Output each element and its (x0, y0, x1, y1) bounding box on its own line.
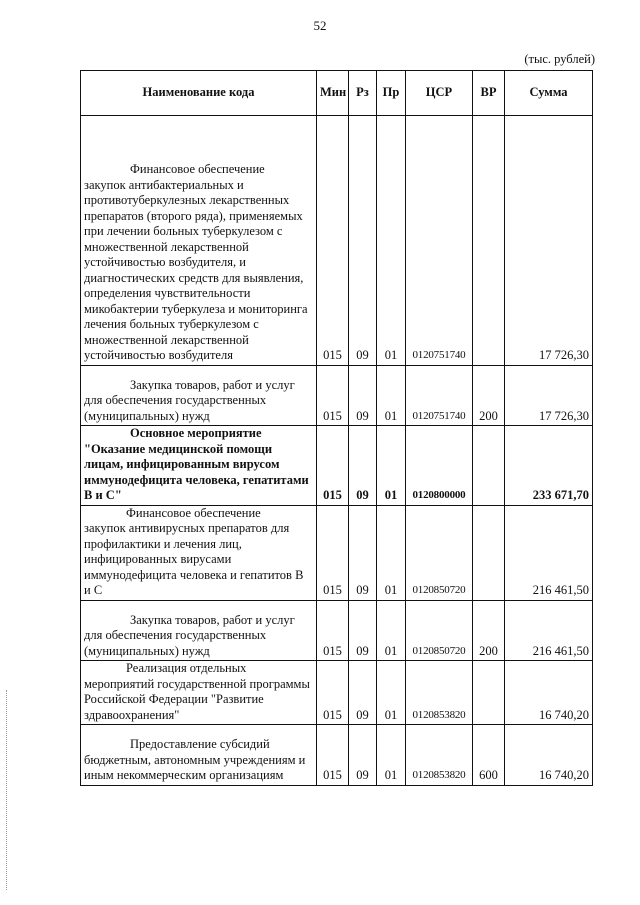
row-name (81, 661, 317, 725)
header-name: Наименование кода (81, 71, 317, 116)
name-line: устойчивостью возбудителя (84, 348, 233, 362)
name-line: Российской Федерации "Развитие (84, 692, 264, 706)
header-csr: ЦСР (406, 71, 473, 116)
cell-min: 015 (317, 116, 349, 366)
name-line: диагностических средств для выявления, (84, 270, 304, 285)
name-line: множественной лекарственной (84, 239, 249, 254)
cell-sum: 216 461,50 (505, 600, 593, 661)
cell-rz: 09 (349, 426, 377, 506)
name-line: устойчивостью возбудителя, и (84, 255, 246, 269)
name-line: препаратов (второго ряда), применяемых (84, 208, 303, 223)
header-rz: Рз (349, 71, 377, 116)
row-name (81, 600, 317, 661)
table-row (81, 725, 593, 786)
row-name (81, 725, 317, 786)
row-name (81, 365, 317, 426)
cell-csr: 0120751740 (406, 116, 473, 366)
cell-pr: 01 (377, 116, 406, 366)
cell-pr: 01 (377, 725, 406, 786)
units-label: (тыс. рублей) (524, 52, 595, 66)
name-line: Основное мероприятие (130, 426, 262, 440)
name-line: "Оказание медицинской помощи (84, 441, 273, 456)
cell-csr: 0120751740 (406, 365, 473, 426)
name-line: противотуберкулезных лекарственных (84, 193, 290, 207)
name-line: при лечении больных туберкулезом с (84, 224, 283, 238)
name-line: определения чувствительности (84, 286, 251, 300)
name-line: Закупка товаров, работ и услуг (130, 377, 295, 392)
cell-vr (473, 661, 505, 725)
cell-vr (473, 426, 505, 506)
row-name (81, 505, 317, 600)
name-line: Финансовое обеспечение (126, 505, 261, 520)
cell-vr: 600 (473, 725, 505, 786)
table-row (81, 661, 593, 725)
name-line: микобактерии туберкулеза и мониторинга (84, 301, 308, 316)
name-line: и С (84, 583, 103, 597)
cell-sum: 233 671,70 (505, 426, 593, 506)
name-line: Закупка товаров, работ и услуг (130, 612, 295, 627)
cell-sum: 16 740,20 (505, 725, 593, 786)
name-line: для обеспечения государственных (84, 393, 267, 407)
cell-pr: 01 (377, 426, 406, 506)
cell-csr: 0120850720 (406, 600, 473, 661)
header-vr: ВР (473, 71, 505, 116)
table-row (81, 505, 593, 600)
name-line: иммунодефицита человека, гепатитами (84, 472, 309, 487)
name-line: профилактики и лечения лиц, (84, 536, 242, 551)
budget-table (80, 70, 593, 786)
margin-line (6, 690, 7, 890)
cell-sum: 17 726,30 (505, 365, 593, 426)
table-header-row (81, 71, 593, 116)
name-line: Предоставление субсидий (130, 737, 270, 751)
cell-min: 015 (317, 426, 349, 506)
name-line: мероприятий государственной программы (84, 676, 310, 691)
name-line: закупок антибактериальных и (84, 177, 244, 192)
cell-rz: 09 (349, 661, 377, 725)
name-line: лечения больных туберкулезом с (84, 317, 259, 331)
header-min: Мин (317, 71, 349, 116)
cell-min: 015 (317, 600, 349, 661)
table-row (81, 365, 593, 426)
cell-pr: 01 (377, 505, 406, 600)
name-line: множественной лекарственной (84, 332, 249, 347)
cell-pr: 01 (377, 365, 406, 426)
cell-min: 015 (317, 505, 349, 600)
cell-vr (473, 505, 505, 600)
name-line: Реализация отдельных (126, 661, 247, 675)
row-name (81, 426, 317, 506)
page-number: 52 (313, 18, 327, 33)
name-line: (муниципальных) нужд (84, 643, 210, 658)
cell-csr: 0120853820 (406, 725, 473, 786)
name-line: инфицированных вирусами (84, 552, 232, 566)
cell-sum: 17 726,30 (505, 116, 593, 366)
cell-min: 015 (317, 661, 349, 725)
table-row (81, 426, 593, 506)
table-row (81, 600, 593, 661)
name-line: бюджетным, автономным учреждениям и (84, 752, 306, 767)
header-pr: Пр (377, 71, 406, 116)
cell-vr: 200 (473, 600, 505, 661)
cell-sum: 16 740,20 (505, 661, 593, 725)
name-line: для обеспечения государственных (84, 628, 267, 642)
row-name (81, 116, 317, 366)
cell-vr: 200 (473, 365, 505, 426)
name-line: закупок антивирусных препаратов для (84, 521, 290, 535)
name-line: В и С" (84, 488, 122, 502)
cell-rz: 09 (349, 600, 377, 661)
name-line: иным некоммерческим организациям (84, 768, 284, 782)
name-line: лицам, инфицированным вирусом (84, 457, 280, 471)
header-sum: Сумма (505, 71, 593, 116)
cell-sum: 216 461,50 (505, 505, 593, 600)
cell-min: 015 (317, 725, 349, 786)
cell-csr: 0120853820 (406, 661, 473, 725)
cell-rz: 09 (349, 725, 377, 786)
cell-min: 015 (317, 365, 349, 426)
name-line: Финансовое обеспечение (130, 162, 265, 176)
cell-csr: 0120800000 (406, 426, 473, 506)
cell-vr (473, 116, 505, 366)
cell-pr: 01 (377, 600, 406, 661)
name-line: (муниципальных) нужд (84, 408, 210, 423)
cell-pr: 01 (377, 661, 406, 725)
cell-rz: 09 (349, 505, 377, 600)
cell-rz: 09 (349, 365, 377, 426)
cell-rz: 09 (349, 116, 377, 366)
name-line: иммунодефицита человека и гепатитов В (84, 567, 304, 582)
table-row (81, 116, 593, 366)
cell-csr: 0120850720 (406, 505, 473, 600)
name-line: здравоохранения" (84, 707, 180, 722)
